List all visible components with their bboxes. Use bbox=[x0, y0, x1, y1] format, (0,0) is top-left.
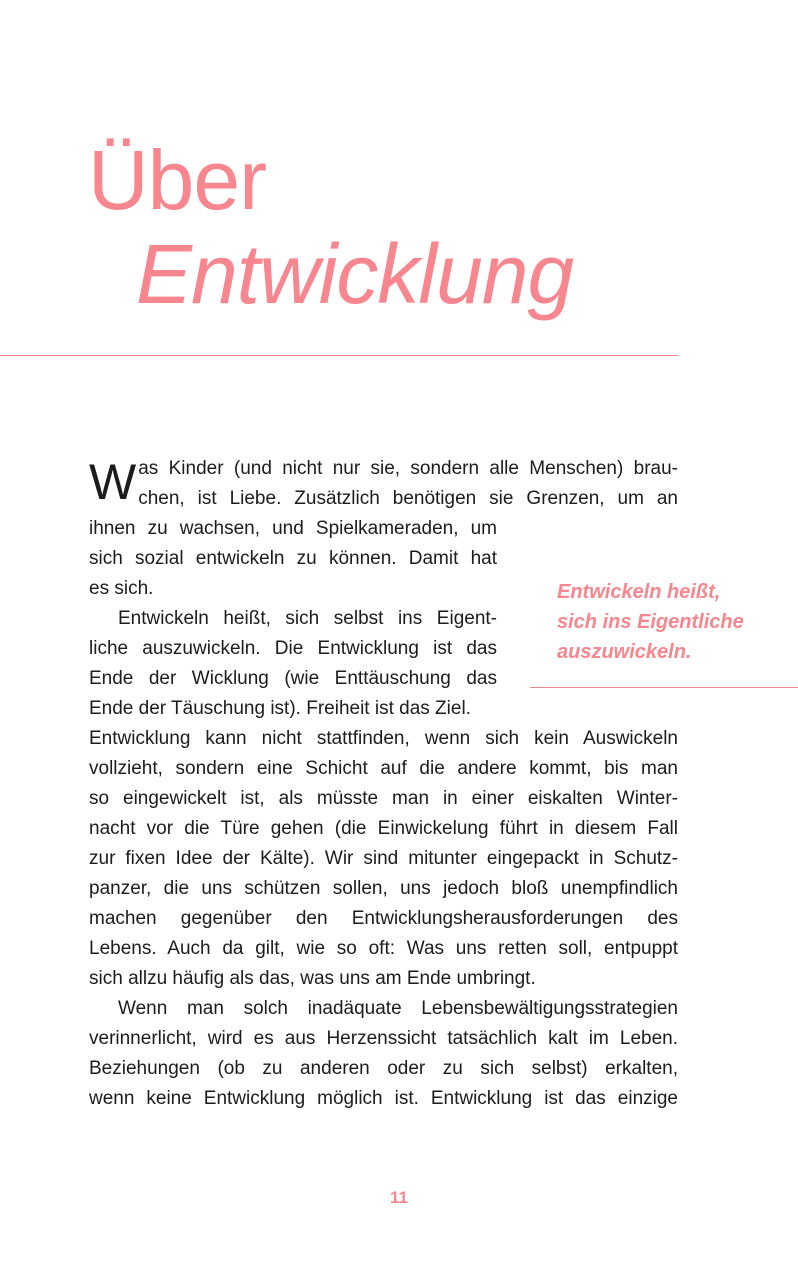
pull-quote-line: sich ins Eigentliche bbox=[557, 611, 744, 633]
pull-quote-line: Entwickeln heißt, bbox=[557, 581, 721, 603]
pull-quote bbox=[557, 577, 744, 667]
paragraph-2-line: Ende der Wicklung (wie Enttäuschung das bbox=[89, 668, 497, 689]
title-divider bbox=[0, 355, 678, 356]
paragraph-3-line: wenn keine Entwicklung möglich ist. Entwicklung ist das einzige bbox=[89, 1088, 678, 1109]
paragraph-2-line: nacht vor die Türe gehen (die Einwickelung führt in diesem Fall bbox=[89, 818, 678, 839]
paragraph-1-line: es sich. bbox=[89, 578, 154, 599]
title-line-1: Über bbox=[88, 133, 267, 227]
pull-quote-divider bbox=[530, 687, 798, 688]
paragraph-2-line: panzer, die uns schützen sollen, uns jedoch bloß unempfindlich bbox=[89, 878, 678, 899]
paragraph-2-wide bbox=[89, 724, 678, 994]
paragraph-2-line: zur fixen Idee der Kälte). Wir sind mitunter eingepackt in Schutz- bbox=[89, 848, 678, 869]
paragraph-3-line: verinnerlicht, wird es aus Herzenssicht tatsächlich kalt im Leben. bbox=[89, 1028, 678, 1049]
paragraph-1-line: ihnen zu wachsen, und Spielkameraden, um bbox=[89, 518, 497, 539]
paragraph-2-line: Entwickeln heißt, sich selbst ins Eigent- bbox=[118, 608, 497, 629]
paragraph-2-line: liche auszuwickeln. Die Entwicklung ist das bbox=[89, 638, 497, 659]
paragraph-2-line: machen gegenüber den Entwicklungsherausforderungen des bbox=[89, 908, 678, 929]
title-line-2: Entwicklung bbox=[136, 227, 574, 321]
paragraph-1-line: as Kinder (und nicht nur sie, sondern alle Menschen) brau- bbox=[138, 458, 678, 479]
paragraph-2-line: sich allzu häufig als das, was uns am Ende umbringt. bbox=[89, 968, 536, 989]
paragraph-1-continued bbox=[89, 514, 497, 604]
paragraph-3-line: Beziehungen (ob zu anderen oder zu sich selbst) erkalten, bbox=[89, 1058, 678, 1079]
paragraph-1-line: chen, ist Liebe. Zusätzlich benötigen sie Grenzen, um an bbox=[138, 488, 678, 509]
paragraph-2-line: Ende der Täuschung ist). Freiheit ist das Ziel. bbox=[89, 698, 471, 719]
paragraph-3-line: Wenn man solch inadäquate Lebensbewältigungsstrategien bbox=[118, 998, 678, 1019]
page-number: 11 bbox=[390, 1188, 408, 1207]
paragraph-1-line: sich sozial entwickeln zu können. Damit hat bbox=[89, 548, 497, 569]
paragraph-2-line: so eingewickelt ist, als müsste man in einer eiskalten Winter- bbox=[89, 788, 678, 809]
paragraph-1 bbox=[89, 454, 678, 514]
pull-quote-line: auszuwickeln. bbox=[557, 641, 692, 663]
paragraph-2-line: Lebens. Auch da gilt, wie so oft: Was uns retten soll, entpuppt bbox=[89, 938, 678, 959]
paragraph-3 bbox=[89, 994, 678, 1114]
paragraph-2-line: vollzieht, sondern eine Schicht auf die andere kommt, bis man bbox=[89, 758, 678, 779]
paragraph-2-narrow bbox=[89, 604, 497, 724]
drop-cap: W bbox=[89, 454, 137, 510]
paragraph-2-line: Entwicklung kann nicht stattfinden, wenn sich kein Auswickeln bbox=[89, 728, 678, 749]
